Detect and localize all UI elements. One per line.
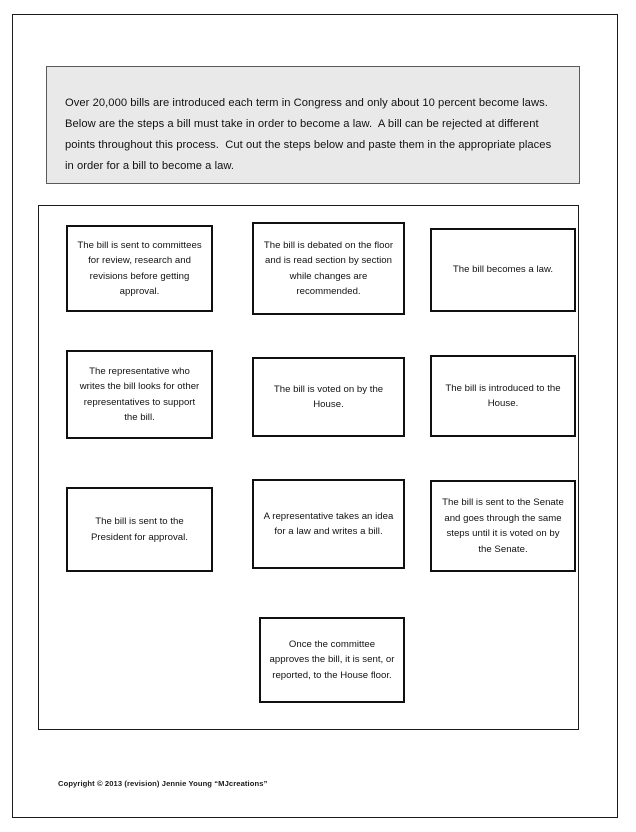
step-card[interactable] — [252, 222, 405, 315]
step-card-text: The bill is introduced to the House. — [445, 382, 561, 409]
step-card-text: A representative takes an idea for a law and writes a bill. — [263, 510, 394, 537]
step-card[interactable] — [252, 479, 405, 569]
step-card[interactable] — [430, 228, 576, 312]
step-card-text: The bill is debated on the floor and is read section by section while changes are recommended. — [263, 239, 394, 297]
step-card[interactable] — [66, 487, 213, 572]
step-card-text: The bill becomes a law. — [452, 264, 554, 276]
step-card-text: The representative who writes the bill looks for other representatives to support the bill. — [79, 365, 200, 423]
step-card[interactable] — [252, 357, 405, 437]
step-card-text: Once the committee approves the bill, it is sent, or reported, to the House floor. — [269, 638, 395, 681]
step-card[interactable] — [430, 355, 576, 437]
step-card-text: The bill is sent to committees for review, research and revisions before getting approval. — [77, 239, 202, 297]
step-card[interactable] — [66, 350, 213, 439]
copyright-footer: Copyright © 2013 (revision) Jennie Young “MJcreations” — [58, 779, 268, 788]
step-card-text: The bill is voted on by the House. — [273, 383, 384, 410]
step-card[interactable] — [66, 225, 213, 312]
step-card[interactable] — [430, 480, 576, 572]
instructions-text: Over 20,000 bills are introduced each term in Congress and only about 10 percent become laws. Below are the steps a bill must take in order to become a law. A bill can be rejected at different points throughout this process. Cut out the steps below and paste them in the appropriate places in order for a bill to become a law. — [65, 97, 558, 172]
instructions-panel — [46, 66, 580, 184]
step-card-text: The bill is sent to the Senate and goes through the same steps until it is voted on by the Senate. — [442, 497, 564, 555]
step-card-text: The bill is sent to the President for approval. — [91, 516, 188, 543]
step-card[interactable] — [259, 617, 405, 703]
